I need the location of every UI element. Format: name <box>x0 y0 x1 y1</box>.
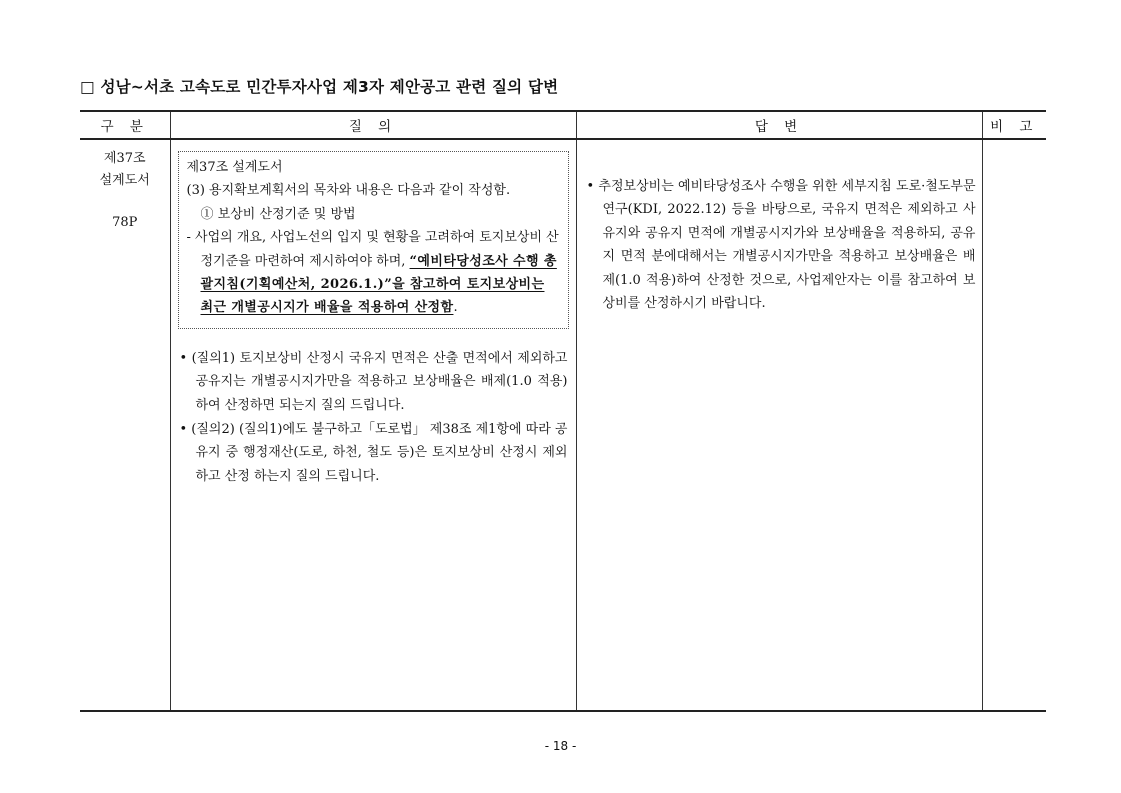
page-number: - 18 - <box>544 739 577 753</box>
quote-item-3: (3) 용지확보계획서의 목차와 내용은 다음과 같이 작성함. <box>186 183 511 199</box>
page-title: □ 성남~서초 고속도로 민간투자사업 제3자 제안공고 관련 질의 답변 <box>80 78 559 96</box>
header-question: 질 의 <box>170 111 576 139</box>
quote-sub-item-1: ① 보상비 산정기준 및 방법 <box>200 206 356 222</box>
quote-bullet-end: . <box>453 300 458 316</box>
answer-text: • 추정보상비는 예비타당성조사 수행을 위한 세부지침 도로·철도부문 연구(KDI, 2022.12) 등을 바탕으로, 국유지 면적은 제외하고 사유지와 공유지 면적에 개별공시지가와 보상배율을 적용하되, 공유지 면적 분에대해서는 개별공시지가만을 적용하고 보상배율은 배제(1.0 적용)하여 산정한 것으로, 사업제안자는 이를 참고하여 보상비를 산정하시기 바랍니다. <box>586 179 976 312</box>
category-page: 78P <box>112 215 138 230</box>
category-article: 제37조 <box>103 151 146 166</box>
quote-heading: 제37조 설계도서 <box>186 160 283 175</box>
table-row <box>80 139 1046 711</box>
qa-table <box>80 110 1046 712</box>
quote-bullet-emphasis: “예비타당성조사 수행 총괄지침(기획예산처, 2026.1.)”을 참고하여 토지보상비는 최근 개별공시지가 배율을 적용하여 산정함 <box>200 253 557 316</box>
remark-cell <box>982 139 1046 711</box>
quoted-regulation-box <box>178 151 569 329</box>
category-document: 설계도서 <box>99 173 150 188</box>
header-answer: 답 변 <box>576 111 982 139</box>
question-2: • (질의2) (질의1)에도 불구하고「도로법」 제38조 제1항에 따라 공유지 중 행정재산(도로, 하천, 철도 등)은 토지보상비 산정시 제외하고 산정 하는지 질의 드립니다. <box>179 421 568 484</box>
header-category: 구 분 <box>80 111 170 139</box>
header-remark: 비 고 <box>982 111 1046 139</box>
qa-table-container <box>80 110 1046 712</box>
table-header-row <box>80 111 1046 139</box>
questions-list <box>180 347 568 489</box>
category-cell <box>80 139 170 711</box>
question-1: • (질의1) 토지보상비 산정시 국유지 면적은 산출 면적에서 제외하고 공유지는 개별공시지가만을 적용하고 보상배율은 배제(1.0 적용) 하여 산정하면 되는지 질의 드립니다. <box>179 350 568 414</box>
answer-text-block <box>587 175 976 315</box>
quote-bullet-plain: - 사업의 개요, 사업노선의 입지 및 현황을 고려하여 토지보상비 산정기준을 마련하여 제시하여야 하며, <box>186 230 559 269</box>
answer-cell <box>576 139 982 711</box>
question-cell <box>170 139 576 711</box>
quote-bullet <box>187 226 562 320</box>
